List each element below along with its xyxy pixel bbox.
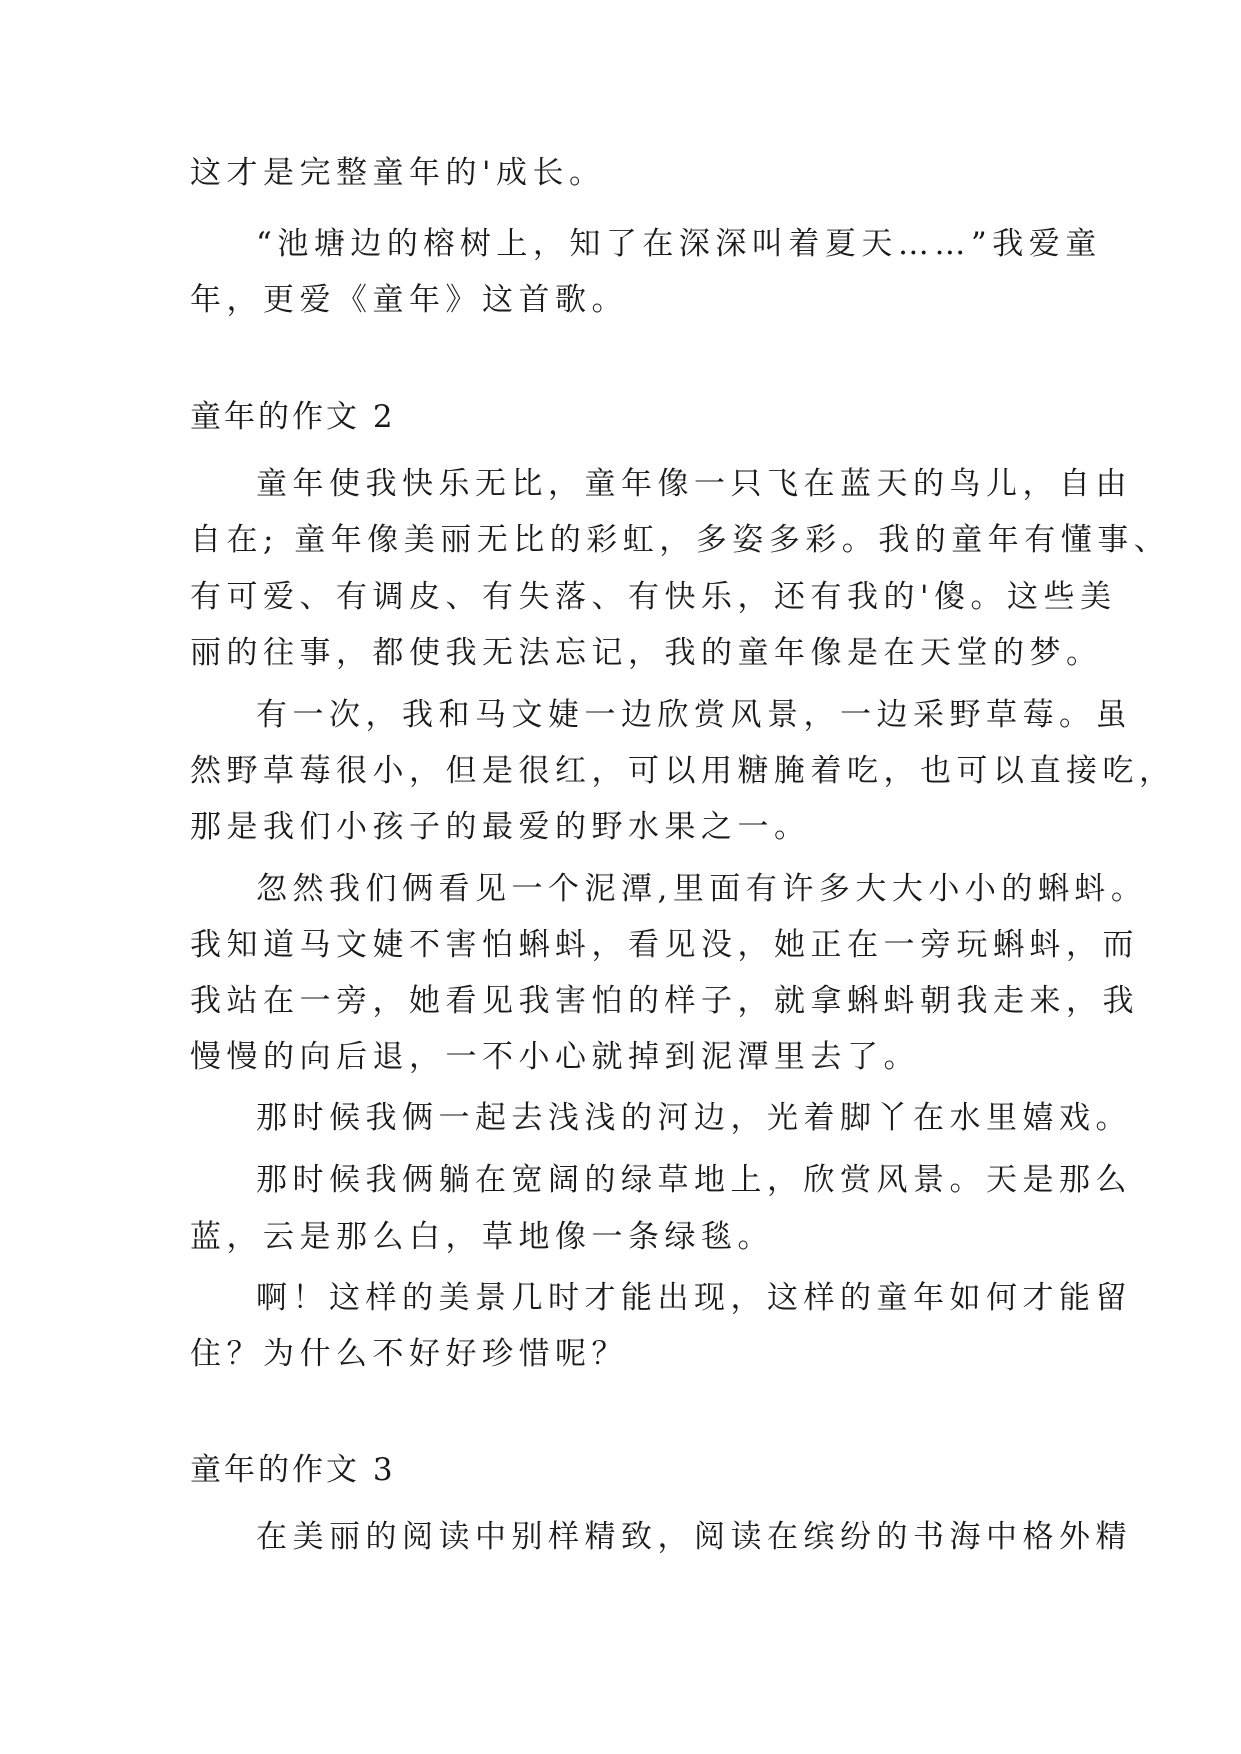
paragraph-line: 这才是完整童年的'成长。	[190, 155, 606, 191]
paragraph-line: 自在; 童年像美丽无比的彩虹，多姿多彩。我的童年有懂事、	[190, 522, 1171, 558]
paragraph-line: 慢慢的向后退，一不小心就掉到泥潭里去了。	[190, 1039, 920, 1075]
paragraph-line: 忽然我们俩看见一个泥潭,里面有许多大大小小的蝌蚪。	[256, 871, 1148, 907]
paragraph-line: 那是我们小孩子的最爱的野水果之一。	[190, 809, 811, 845]
paragraph-line: 住？为什么不好好珍惜呢？	[190, 1336, 628, 1372]
paragraph-line: 啊！这样的美景几时才能出现，这样的童年如何才能留	[256, 1280, 1132, 1316]
paragraph-line: 童年使我快乐无比，童年像一只飞在蓝天的鸟儿，自由	[256, 466, 1132, 502]
paragraph-line: 有可爱、有调皮、有失落、有快乐，还有我的'傻。这些美	[190, 579, 1117, 615]
paragraph-line: 在美丽的阅读中别样精致，阅读在缤纷的书海中格外精	[256, 1519, 1132, 1555]
paragraph-line: 蓝，云是那么白，草地像一条绿毯。	[190, 1219, 774, 1255]
section-heading: 童年的作文 3	[190, 1452, 396, 1488]
paragraph-line: 我站在一旁，她看见我害怕的样子，就拿蝌蚪朝我走来，我	[190, 983, 1139, 1019]
paragraph-line: 丽的往事，都使我无法忘记，我的童年像是在天堂的梦。	[190, 635, 1103, 671]
paragraph-line: 然野草莓很小，但是很红，可以用糖腌着吃，也可以直接吃，	[190, 753, 1176, 789]
paragraph-line: 有一次，我和马文婕一边欣赏风景，一边采野草莓。虽	[256, 697, 1132, 733]
paragraph-line: “池塘边的榕树上，知了在深深叫着夏天……”我爱童	[256, 226, 1102, 262]
paragraph-line: 那时候我俩一起去浅浅的河边，光着脚丫在水里嬉戏。	[256, 1100, 1132, 1136]
section-heading: 童年的作文 2	[190, 399, 396, 435]
paragraph-line: 那时候我俩躺在宽阔的绿草地上，欣赏风景。天是那么	[256, 1162, 1132, 1198]
paragraph-line: 我知道马文婕不害怕蝌蚪，看见没，她正在一旁玩蝌蚪，而	[190, 927, 1139, 963]
paragraph-line: 年，更爱《童年》这首歌。	[190, 282, 628, 318]
